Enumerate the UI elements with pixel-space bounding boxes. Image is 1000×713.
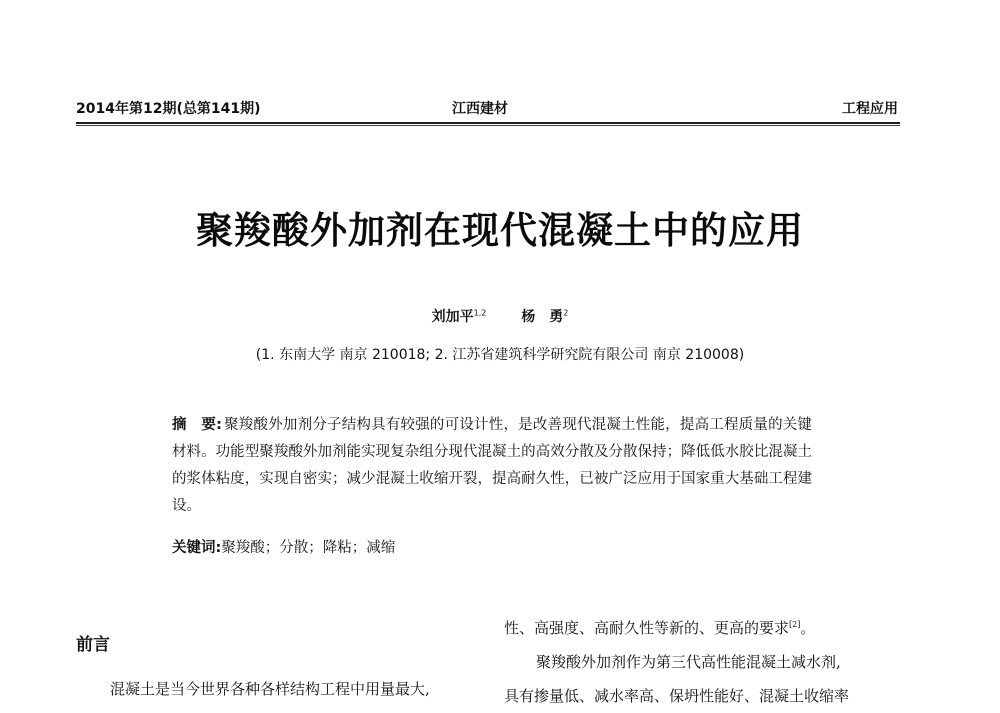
issue-info: 2014年第12期(总第141期): [76, 101, 261, 117]
keywords-label: 关键词:: [172, 540, 222, 556]
journal-name: 江西建材: [452, 101, 508, 117]
body-line: 性、高强度、高耐久性等新的、更高的要求[2]。: [504, 619, 816, 637]
abstract-text: 聚羧酸外加剂分子结构具有较强的可设计性，是改善现代混凝土性能，提高工程质量的关键材料。功能型聚羧酸外加剂能实现复杂组分现代混凝土的高效分散及分散保持；降低低水胶比混凝土的浆体粘度，实现自密实；减少混凝土收缩开裂，提高耐久性，已被广泛应用于国家重大基础工程建设。: [172, 417, 812, 514]
author: 刘加平$^{1,2}$: [431, 308, 487, 325]
author: 杨 勇$^2$: [521, 308, 569, 325]
body-column-right: [504, 608, 904, 713]
affiliation-marker: 1,2: [473, 308, 487, 318]
keywords: [172, 536, 812, 557]
section-heading: 前言: [76, 635, 110, 655]
citation-ref: [2]: [789, 620, 801, 629]
body-line: 聚羧酸外加剂作为第三代高性能混凝土减水剂,: [536, 653, 841, 671]
keywords-text: 聚羧酸；分散；降粘；减缩: [221, 540, 396, 556]
header-rule: [76, 125, 900, 126]
paper-title: 聚羧酸外加剂在现代混凝土中的应用: [196, 209, 804, 252]
section-name: 工程应用: [842, 101, 898, 117]
body-line: 具有掺量低、减水率高、保坍性能好、混凝土收缩率: [504, 687, 850, 705]
abstract: [172, 412, 812, 520]
affiliations: (1. 东南大学 南京 210018; 2. 江苏省建筑科学研究院有限公司 南京 210008): [255, 347, 745, 363]
affiliation-marker: 2: [563, 308, 569, 318]
abstract-label: 摘 要:: [172, 417, 222, 433]
running-header: [76, 98, 900, 124]
author-list: [0, 306, 1000, 326]
body-paragraph-left: 混凝土是当今世界各种各样结构工程中用量最大,: [110, 680, 430, 698]
